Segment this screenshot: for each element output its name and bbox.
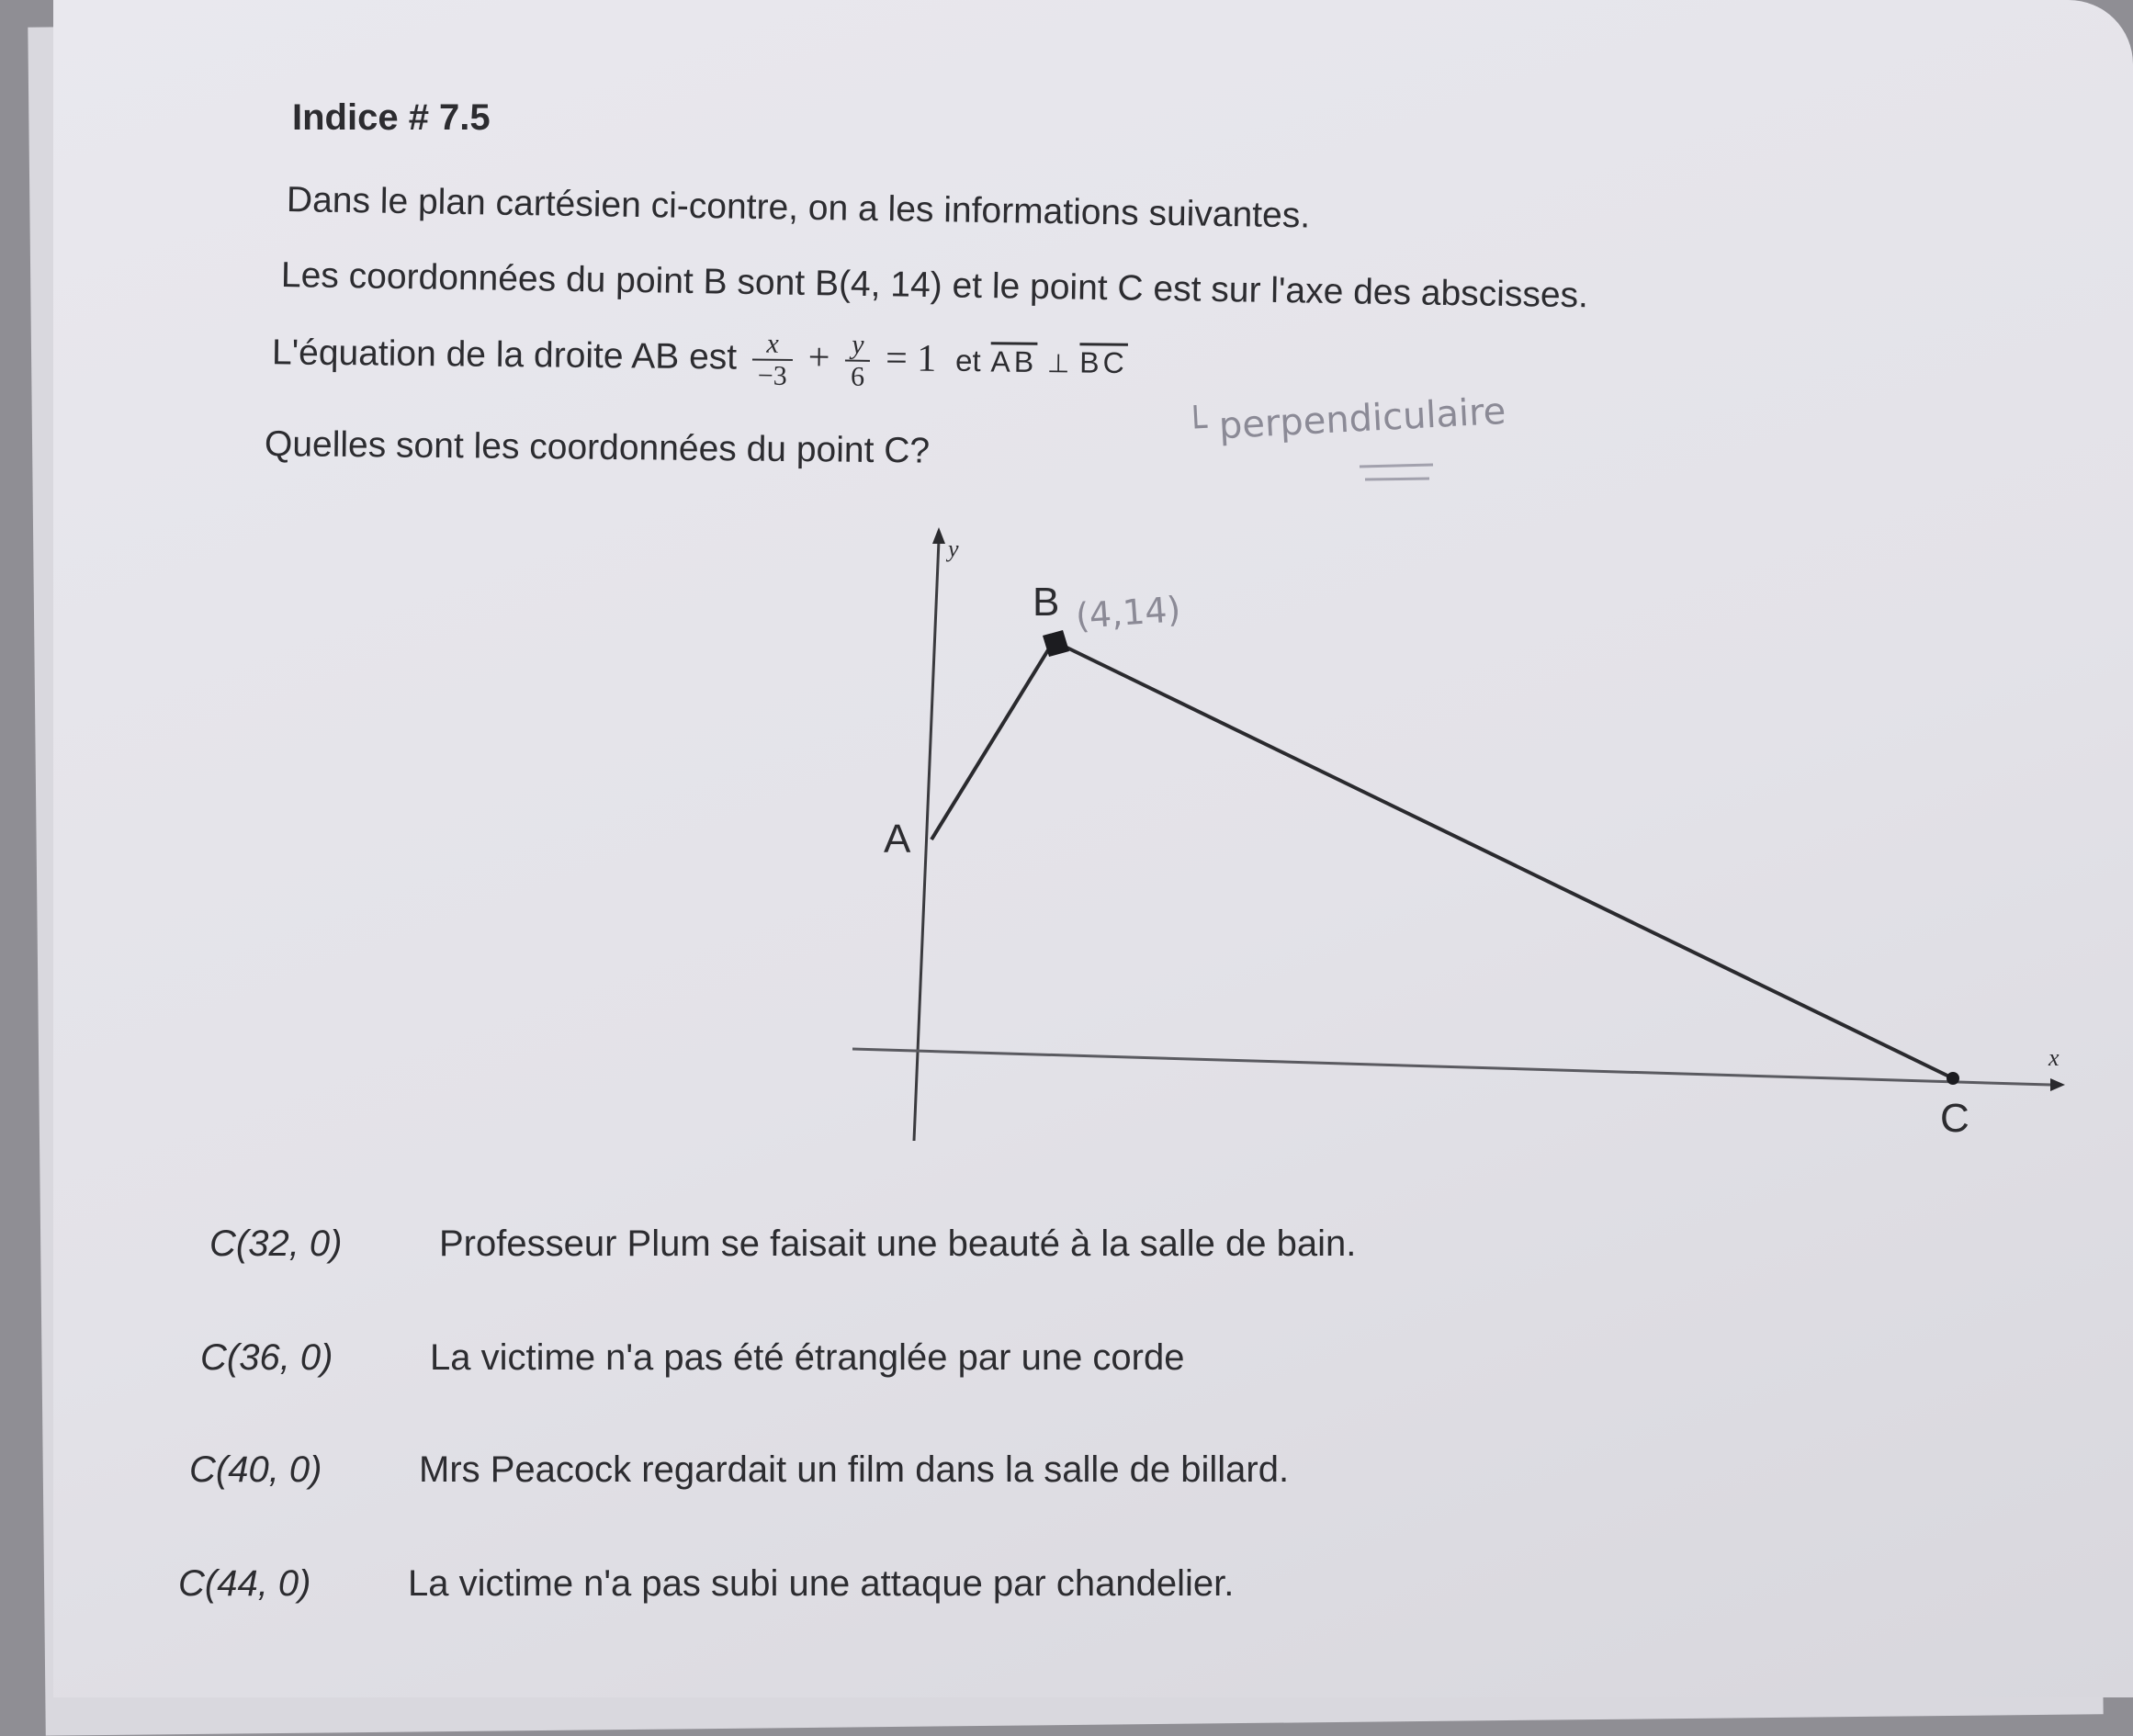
- answer-4-text: La victime n'a pas subi une attaque par chandelier.: [408, 1563, 1235, 1604]
- answer-3-code: C(40, 0): [189, 1449, 322, 1490]
- plus-sign: +: [807, 336, 830, 379]
- answer-option-3[interactable]: [189, 1449, 1289, 1491]
- answer-3-text: Mrs Peacock regardait un film dans la salle de billard.: [419, 1449, 1290, 1490]
- answer-option-2[interactable]: [200, 1337, 1184, 1379]
- x-axis-arrow-icon: [2050, 1078, 2065, 1091]
- answer-1-code: C(32, 0): [209, 1223, 343, 1264]
- answer-1-text: Professeur Plum se faisait une beauté à la salle de bain.: [439, 1223, 1357, 1264]
- answer-2-text: La victime n'a pas été étranglée par une corde: [430, 1337, 1185, 1378]
- segment-bc: $\overline{BC}$: [1079, 345, 1128, 380]
- x-axis-label: x: [2048, 1044, 2060, 1071]
- answer-option-1[interactable]: [209, 1223, 1356, 1265]
- fraction-1-denominator: −3: [757, 360, 787, 391]
- answer-4-code: C(44, 0): [178, 1563, 311, 1604]
- point-b-label: B: [1033, 580, 1060, 625]
- corner-arrow-icon: └: [1184, 405, 1209, 450]
- segment-ab: $\overline{AB}$: [990, 344, 1038, 379]
- perpendicular-symbol: ⊥: [1046, 349, 1070, 378]
- y-axis-arrow-icon: [932, 527, 945, 544]
- point-c-marker: [1947, 1072, 1959, 1085]
- problem-line-1: Dans le plan cartésien ci-contre, on a les informations suivantes.: [286, 180, 1311, 236]
- point-c-label: C: [1940, 1096, 1969, 1141]
- fraction-1-numerator: x: [752, 328, 793, 360]
- and-word: et: [954, 344, 981, 378]
- problem-question: Quelles sont les coordonnées du point C?: [264, 424, 931, 471]
- equation-prefix: L'équation de la droite AB est: [271, 333, 738, 378]
- triangle-path: [931, 641, 1953, 1078]
- point-a-label: A: [884, 817, 911, 862]
- x-axis: [852, 1049, 2050, 1085]
- problem-title: Indice # 7.5: [292, 97, 491, 138]
- answer-option-4[interactable]: [178, 1563, 1234, 1605]
- perpendicular-note-text: perpendiculaire: [1217, 389, 1507, 448]
- handwritten-b-coordinates: (4,14): [1074, 589, 1182, 637]
- fraction-2-numerator: y: [845, 330, 870, 362]
- y-axis-label: y: [948, 535, 959, 562]
- answer-2-code: C(36, 0): [200, 1337, 333, 1378]
- problem-line-2: Les coordonnées du point B sont B(4, 14) et le point C est sur l'axe des abscisses.: [280, 255, 1589, 316]
- fraction-2-denominator: 6: [850, 361, 865, 392]
- equals-one: = 1: [885, 337, 937, 380]
